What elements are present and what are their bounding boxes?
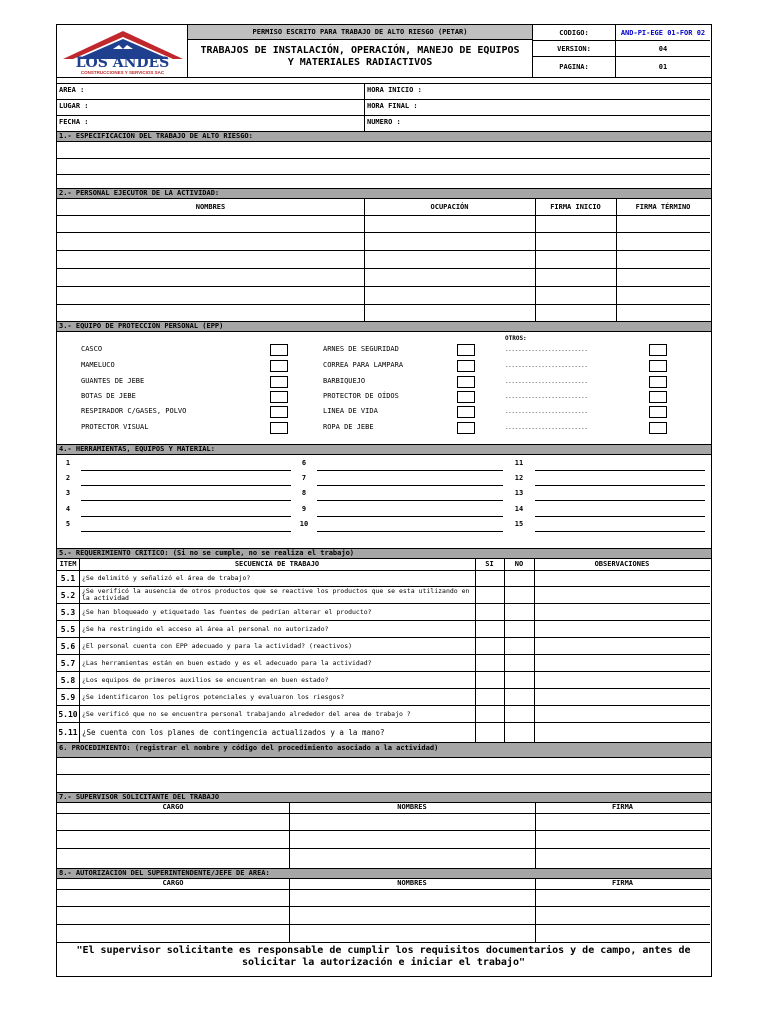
- tool-num-4: 4: [65, 505, 71, 513]
- checkbox-linea-vida[interactable]: [457, 406, 475, 418]
- otros-line-1[interactable]: -------------------------: [505, 348, 588, 354]
- epp-respirador: RESPIRADOR C/GASES, POLVO: [81, 407, 187, 415]
- item-number: 5.5: [60, 625, 76, 634]
- sup-col-nombres: NOMBRES: [397, 803, 427, 811]
- tool-line-13[interactable]: [535, 500, 705, 501]
- epp-protector-oidos: PROTECTOR DE OÍDOS: [323, 392, 399, 400]
- pagina-label: PAGINA:: [533, 57, 616, 77]
- checkbox-mameluco[interactable]: [270, 360, 288, 372]
- tool-line-8[interactable]: [317, 500, 503, 501]
- section-1-title: 1.- ESPECIFICACIÓN DEL TRABAJO DE ALTO RIESGO:: [57, 131, 711, 142]
- item-number: 5.2: [60, 591, 76, 600]
- item-question: ¿Se han bloqueado y etiquetado las fuentes de pedrían alterar el producto?: [82, 608, 372, 616]
- note-line-2: solicitar la autorización e iniciar el trabajo": [242, 957, 525, 968]
- checkbox-arnes[interactable]: [457, 344, 475, 356]
- item-question: ¿Se cuenta con los planes de contingencia actualizados y a la mano?: [82, 728, 385, 737]
- otros-line-5[interactable]: -------------------------: [505, 410, 588, 416]
- epp-protector-visual: PROTECTOR VISUAL: [81, 423, 149, 431]
- note-line-1: "El supervisor solicitante es responsable de cumplir los requisitos documentarios y de campo, antes de: [76, 945, 691, 956]
- hora-inicio-field[interactable]: HORA INICIO :: [367, 86, 422, 94]
- tool-line-6[interactable]: [317, 470, 503, 471]
- section-7-title: 7.- SUPERVISOR SOLICITANTE DEL TRABAJO: [57, 792, 711, 803]
- epp-ropa-jebe: ROPA DE JEBE: [323, 423, 374, 431]
- form-title-line1: TRABAJOS DE INSTALACIÓN, OPERACIÓN, MANEJO DE EQUIPOS: [200, 45, 520, 56]
- lugar-field[interactable]: LUGAR :: [59, 102, 89, 110]
- auth-col-nombres: NOMBRES: [397, 879, 427, 887]
- checkbox-otros-1[interactable]: [649, 344, 667, 356]
- item-question: ¿Se verificó que no se encuentra personal trabajando alrededor del area de trabajo ?: [82, 710, 411, 718]
- epp-block: [57, 332, 710, 444]
- col-ocupacion: OCUPACIÓN: [430, 203, 469, 211]
- sup-col-firma: FIRMA: [611, 803, 634, 811]
- epp-mameluco: MAMELUCO: [81, 361, 115, 369]
- sup-col-cargo: CARGO: [162, 803, 184, 811]
- tool-num-3: 3: [65, 489, 71, 497]
- checkbox-respirador[interactable]: [270, 406, 288, 418]
- epp-guantes: GUANTES DE JEBE: [81, 377, 145, 385]
- section-5-title: 5.- REQUERIMIENTO CRITICO: (Si no se cumple, no se realiza el trabajo): [57, 548, 711, 559]
- tool-line-7[interactable]: [317, 485, 503, 486]
- otros-line-2[interactable]: -------------------------: [505, 364, 588, 370]
- tool-line-9[interactable]: [317, 516, 503, 517]
- otros-line-6[interactable]: -------------------------: [505, 426, 588, 432]
- authorization-table: [57, 879, 710, 943]
- section-8-title: 8.- AUTORIZACION DEL SUPERINTENDENTE/JEFE DE AREA:: [57, 868, 711, 879]
- tool-line-12[interactable]: [535, 485, 705, 486]
- checkbox-guantes[interactable]: [270, 376, 288, 388]
- auth-col-cargo: CARGO: [162, 879, 184, 887]
- table-row: [57, 604, 710, 621]
- checkbox-casco[interactable]: [270, 344, 288, 356]
- item-number: 5.9: [60, 693, 76, 702]
- tool-line-1[interactable]: [81, 470, 291, 471]
- company-logo: [57, 25, 188, 77]
- tool-num-11: 11: [514, 459, 524, 467]
- epp-barbiquejo: BARBIQUEJO: [323, 377, 366, 385]
- personnel-table: [57, 199, 710, 321]
- checkbox-otros-4[interactable]: [649, 391, 667, 403]
- checkbox-correa[interactable]: [457, 360, 475, 372]
- section-6-title: 6. PROCEDIMIENTO: (registrar el nombre y código del procedimiento asociado a la actividad): [57, 742, 711, 758]
- table-row: [57, 587, 710, 604]
- form-label: PERMISO ESCRITO PARA TRABAJO DE ALTO RIESGO (PETAR): [188, 25, 533, 40]
- tool-num-13: 13: [514, 489, 524, 497]
- tool-line-11[interactable]: [535, 470, 705, 471]
- tool-num-10: 10: [299, 520, 309, 528]
- section-4-title: 4.- HERRAMIENTAS, EQUIPOS Y MATERIAL:: [57, 444, 711, 455]
- item-question: ¿Se ha restringido el acceso al área al personal no autorizado?: [82, 625, 329, 633]
- supervisor-table: [57, 803, 710, 868]
- form-title-line2: Y MATERIALES RADIACTIVOS: [287, 57, 433, 68]
- section-3-title: 3.- EQUIPO DE PROTECCIÓN PERSONAL (EPP): [57, 321, 711, 332]
- tool-line-5[interactable]: [81, 531, 291, 532]
- col-no: NO: [514, 560, 524, 568]
- codigo-value: AND-PI-EGE 01-FOR 02: [616, 25, 710, 41]
- tool-num-5: 5: [65, 520, 71, 528]
- hora-final-field[interactable]: HORA FINAL :: [367, 102, 418, 110]
- epp-correa: CORREA PARA LAMPARA: [323, 361, 404, 369]
- col-nombres: NOMBRES: [195, 203, 226, 211]
- version-label: VERSION:: [533, 41, 616, 57]
- epp-arnes: ARNES DE SEGURIDAD: [323, 345, 399, 353]
- pagina-value: 01: [658, 63, 668, 71]
- table-row: [57, 655, 710, 672]
- section-1-lines[interactable]: [57, 142, 710, 188]
- col-firma-inicio: FIRMA INICIO: [550, 203, 601, 211]
- col-si: SI: [485, 560, 494, 568]
- item-question: ¿Se verificó la ausencia de otros productos que se reactive los productos que se esta utilizando en la actividad: [82, 587, 470, 602]
- procedure-lines[interactable]: [57, 758, 710, 792]
- form-title: [188, 40, 533, 77]
- item-question: ¿Se identificaron los peligros potenciales y evaluaron los riesgos?: [82, 693, 345, 701]
- checkbox-barbiquejo[interactable]: [457, 376, 475, 388]
- header-block: [57, 25, 710, 77]
- table-row: [57, 570, 710, 587]
- table-row: [57, 689, 710, 706]
- epp-botas: BOTAS DE JEBE: [81, 392, 136, 400]
- checkbox-otros-3[interactable]: [649, 376, 667, 388]
- epp-linea-vida: LINEA DE VIDA: [323, 407, 378, 415]
- tool-num-15: 15: [514, 520, 524, 528]
- numero-field[interactable]: NUMERO :: [367, 118, 401, 126]
- tools-block: [57, 455, 710, 548]
- otros-line-4[interactable]: -------------------------: [505, 395, 588, 401]
- item-number: 5.7: [60, 659, 76, 668]
- version-value: 04: [616, 41, 710, 57]
- tool-num-1: 1: [65, 459, 71, 467]
- table-row: [57, 638, 710, 655]
- auth-col-firma: FIRMA: [611, 879, 634, 887]
- item-number: 5.10: [58, 710, 78, 719]
- info-block: [57, 83, 710, 131]
- area-field[interactable]: AREA :: [59, 86, 85, 94]
- section-2-title: 2.- PERSONAL EJECUTOR DE LA ACTIVIDAD:: [57, 188, 711, 199]
- checkbox-botas[interactable]: [270, 391, 288, 403]
- item-number: 5.1: [60, 574, 76, 583]
- item-question: ¿Los equipos de primeros auxilios se encuentran en buen estado?: [82, 676, 329, 684]
- tool-num-14: 14: [514, 505, 524, 513]
- checkbox-otros-2[interactable]: [649, 360, 667, 372]
- tool-num-7: 7: [301, 474, 307, 482]
- tool-line-14[interactable]: [535, 516, 705, 517]
- table-row: [57, 723, 710, 742]
- petar-form: [56, 24, 712, 977]
- tool-num-6: 6: [301, 459, 307, 467]
- table-row: [57, 672, 710, 689]
- table-row: [57, 706, 710, 723]
- tool-num-9: 9: [301, 505, 307, 513]
- critical-table: [57, 559, 710, 742]
- codigo-label: CODIGO:: [533, 25, 616, 41]
- tool-num-8: 8: [301, 489, 307, 497]
- tool-line-15[interactable]: [535, 531, 705, 532]
- tool-line-2[interactable]: [81, 485, 291, 486]
- checkbox-otros-6[interactable]: [649, 422, 667, 434]
- tool-line-4[interactable]: [81, 516, 291, 517]
- item-number: 5.11: [58, 728, 78, 737]
- tool-num-2: 2: [65, 474, 71, 482]
- logo-subtitle: CONSTRUCCIONES Y SERVICIOS SAC: [80, 70, 165, 75]
- item-question: ¿El personal cuenta con EPP adecuado y para la actividad? (reactivos): [82, 642, 353, 650]
- tool-line-3[interactable]: [81, 500, 291, 501]
- col-secuencia: SECUENCIA DE TRABAJO: [234, 560, 320, 568]
- otros-label: OTROS:: [505, 335, 527, 342]
- tool-line-10[interactable]: [317, 531, 503, 532]
- otros-line-3[interactable]: -------------------------: [505, 380, 588, 386]
- epp-casco: CASCO: [81, 345, 103, 353]
- responsibility-note: [57, 945, 710, 975]
- fecha-field[interactable]: FECHA :: [59, 118, 89, 126]
- table-row: [57, 621, 710, 638]
- item-number: 5.8: [60, 676, 76, 685]
- tool-num-12: 12: [514, 474, 524, 482]
- item-number: 5.3: [60, 608, 76, 617]
- checkbox-ropa-jebe[interactable]: [457, 422, 475, 434]
- item-question: ¿Se delimitó y señalizó el área de trabajo?: [82, 574, 251, 582]
- col-firma-termino: FIRMA TÉRMINO: [635, 203, 691, 211]
- logo-name: LOS ANDES: [75, 55, 170, 71]
- checkbox-otros-5[interactable]: [649, 406, 667, 418]
- item-question: ¿Las herramientas están en buen estado y es el adecuado para la actividad?: [82, 659, 372, 667]
- checkbox-protector-visual[interactable]: [270, 422, 288, 434]
- col-item: ITEM: [59, 560, 77, 568]
- checkbox-protector-oidos[interactable]: [457, 391, 475, 403]
- item-number: 5.6: [60, 642, 76, 651]
- col-observaciones: OBSERVACIONES: [594, 560, 650, 568]
